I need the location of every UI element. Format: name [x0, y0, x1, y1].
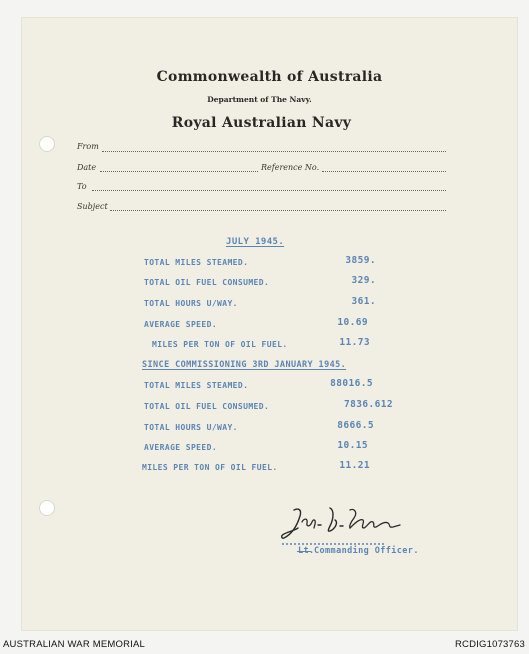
signature-title: Commanding Officer. — [314, 546, 419, 556]
july-value-mpt: 11.73 — [339, 337, 370, 348]
letterhead-title: Commonwealth of Australia — [156, 69, 383, 85]
reference-line — [322, 171, 446, 172]
subject-line — [110, 210, 446, 211]
since-value-mpt: 11.21 — [339, 460, 370, 471]
since-value-fuel: 7836.612 — [344, 399, 393, 410]
since-value-speed: 10.15 — [337, 440, 368, 451]
july-label-hours: TOTAL HOURS U/WAY. — [144, 299, 238, 308]
july-label-miles: TOTAL MILES STEAMED. — [144, 258, 249, 267]
letterhead-department: Department of The Navy. — [207, 95, 312, 104]
july-label-fuel: TOTAL OIL FUEL CONSUMED. — [144, 278, 270, 287]
punch-hole-bottom — [39, 500, 55, 516]
handwritten-signature — [280, 500, 410, 548]
july-label-speed: AVERAGE SPEED. — [144, 320, 218, 329]
since-label-mpt: MILES PER TON OF OIL FUEL. — [142, 463, 278, 472]
since-value-hours: 8666.5 — [337, 420, 374, 431]
july-label-mpt: MILES PER TON OF OIL FUEL. — [152, 340, 288, 349]
subject-label: Subject — [77, 202, 108, 211]
date-label: Date — [77, 163, 97, 172]
since-label-miles: TOTAL MILES STEAMED. — [144, 381, 249, 390]
reference-label: Reference No. — [261, 163, 320, 172]
july-value-hours: 361. — [351, 296, 376, 307]
july-heading: JULY 1945. — [226, 237, 285, 247]
date-line — [100, 171, 258, 172]
strike-line — [297, 551, 311, 552]
july-value-fuel: 329. — [351, 275, 376, 286]
document-page — [22, 18, 517, 630]
footer-archive-name: AUSTRALIAN WAR MEMORIAL — [3, 639, 146, 650]
from-label: From — [77, 142, 99, 151]
punch-hole-top — [39, 136, 55, 152]
footer-record-id: RCDIG1073763 — [455, 639, 525, 650]
since-label-speed: AVERAGE SPEED. — [144, 443, 218, 452]
to-line — [92, 190, 446, 191]
july-value-miles: 3859. — [345, 255, 376, 266]
july-value-speed: 10.69 — [337, 317, 368, 328]
letterhead-service: Royal Australian Navy — [171, 115, 352, 131]
struck-rank: Lt. — [298, 546, 315, 556]
to-label: To — [77, 182, 87, 191]
since-heading: SINCE COMMISSIONING 3RD JANUARY 1945. — [142, 360, 347, 370]
signature-mark — [280, 500, 410, 548]
since-value-miles: 88016.5 — [330, 378, 373, 389]
since-label-hours: TOTAL HOURS U/WAY. — [144, 423, 238, 432]
since-label-fuel: TOTAL OIL FUEL CONSUMED. — [144, 402, 270, 411]
from-line — [102, 151, 446, 152]
